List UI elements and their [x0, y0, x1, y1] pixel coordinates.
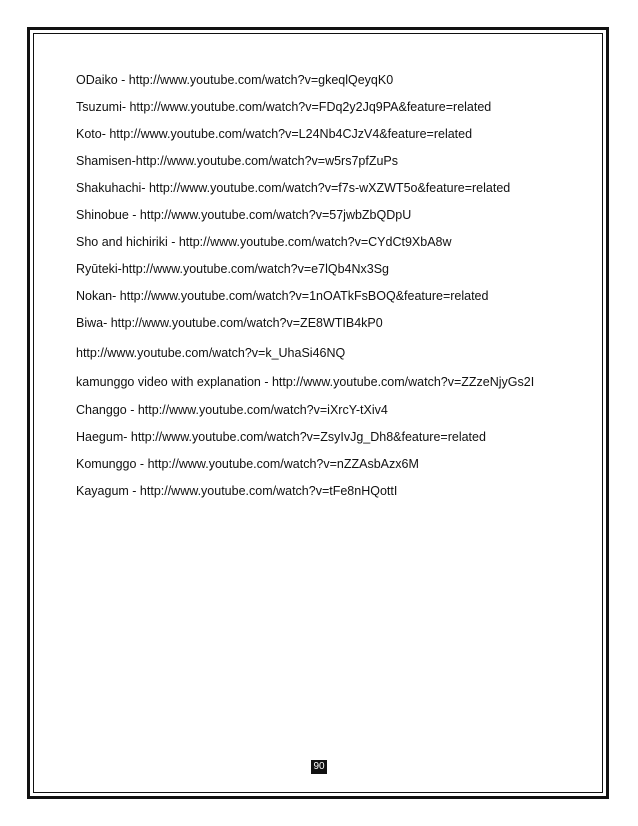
link-line-changgo[interactable]: Changgo - http://www.youtube.com/watch?v=iXrcY-tXiv4: [76, 403, 388, 417]
page-number: 90: [311, 760, 327, 774]
link-line-kamunggo[interactable]: kamunggo video with explanation - http://www.youtube.com/watch?v=ZZzeNjyGs2I: [76, 375, 535, 389]
link-line-odaiko[interactable]: ODaiko - http://www.youtube.com/watch?v=gkeqlQeyqK0: [76, 73, 394, 87]
link-line-koto[interactable]: Koto- http://www.youtube.com/watch?v=L24Nb4CJzV4&feature=related: [76, 127, 473, 141]
link-line-kayagum[interactable]: Kayagum - http://www.youtube.com/watch?v=tFe8nHQottI: [76, 484, 398, 498]
link-line-ryuteki[interactable]: Ryūteki-http://www.youtube.com/watch?v=e7lQb4Nx3Sg: [76, 262, 390, 276]
link-line-nokan[interactable]: Nokan- http://www.youtube.com/watch?v=1nOATkFsBOQ&feature=related: [76, 289, 489, 303]
link-line-sho[interactable]: Sho and hichiriki - http://www.youtube.com/watch?v=CYdCt9XbA8w: [76, 235, 452, 249]
link-line-shinobue[interactable]: Shinobue - http://www.youtube.com/watch?v=57jwbZbQDpU: [76, 208, 412, 222]
link-line-untitled[interactable]: http://www.youtube.com/watch?v=k_UhaSi46NQ: [76, 346, 346, 360]
link-line-shamisen[interactable]: Shamisen-http://www.youtube.com/watch?v=w5rs7pfZuPs: [76, 154, 399, 168]
link-line-haegum[interactable]: Haegum- http://www.youtube.com/watch?v=ZsyIvJg_Dh8&feature=related: [76, 430, 486, 444]
link-line-tsuzumi[interactable]: Tsuzumi- http://www.youtube.com/watch?v=FDq2y2Jq9PA&feature=related: [76, 100, 492, 114]
link-line-komunggo[interactable]: Komunggo - http://www.youtube.com/watch?v=nZZAsbAzx6M: [76, 457, 419, 471]
link-line-shakuhachi[interactable]: Shakuhachi- http://www.youtube.com/watch?v=f7s-wXZWT5o&feature=related: [76, 181, 511, 195]
link-line-biwa[interactable]: Biwa- http://www.youtube.com/watch?v=ZE8WTIB4kP0: [76, 316, 383, 330]
